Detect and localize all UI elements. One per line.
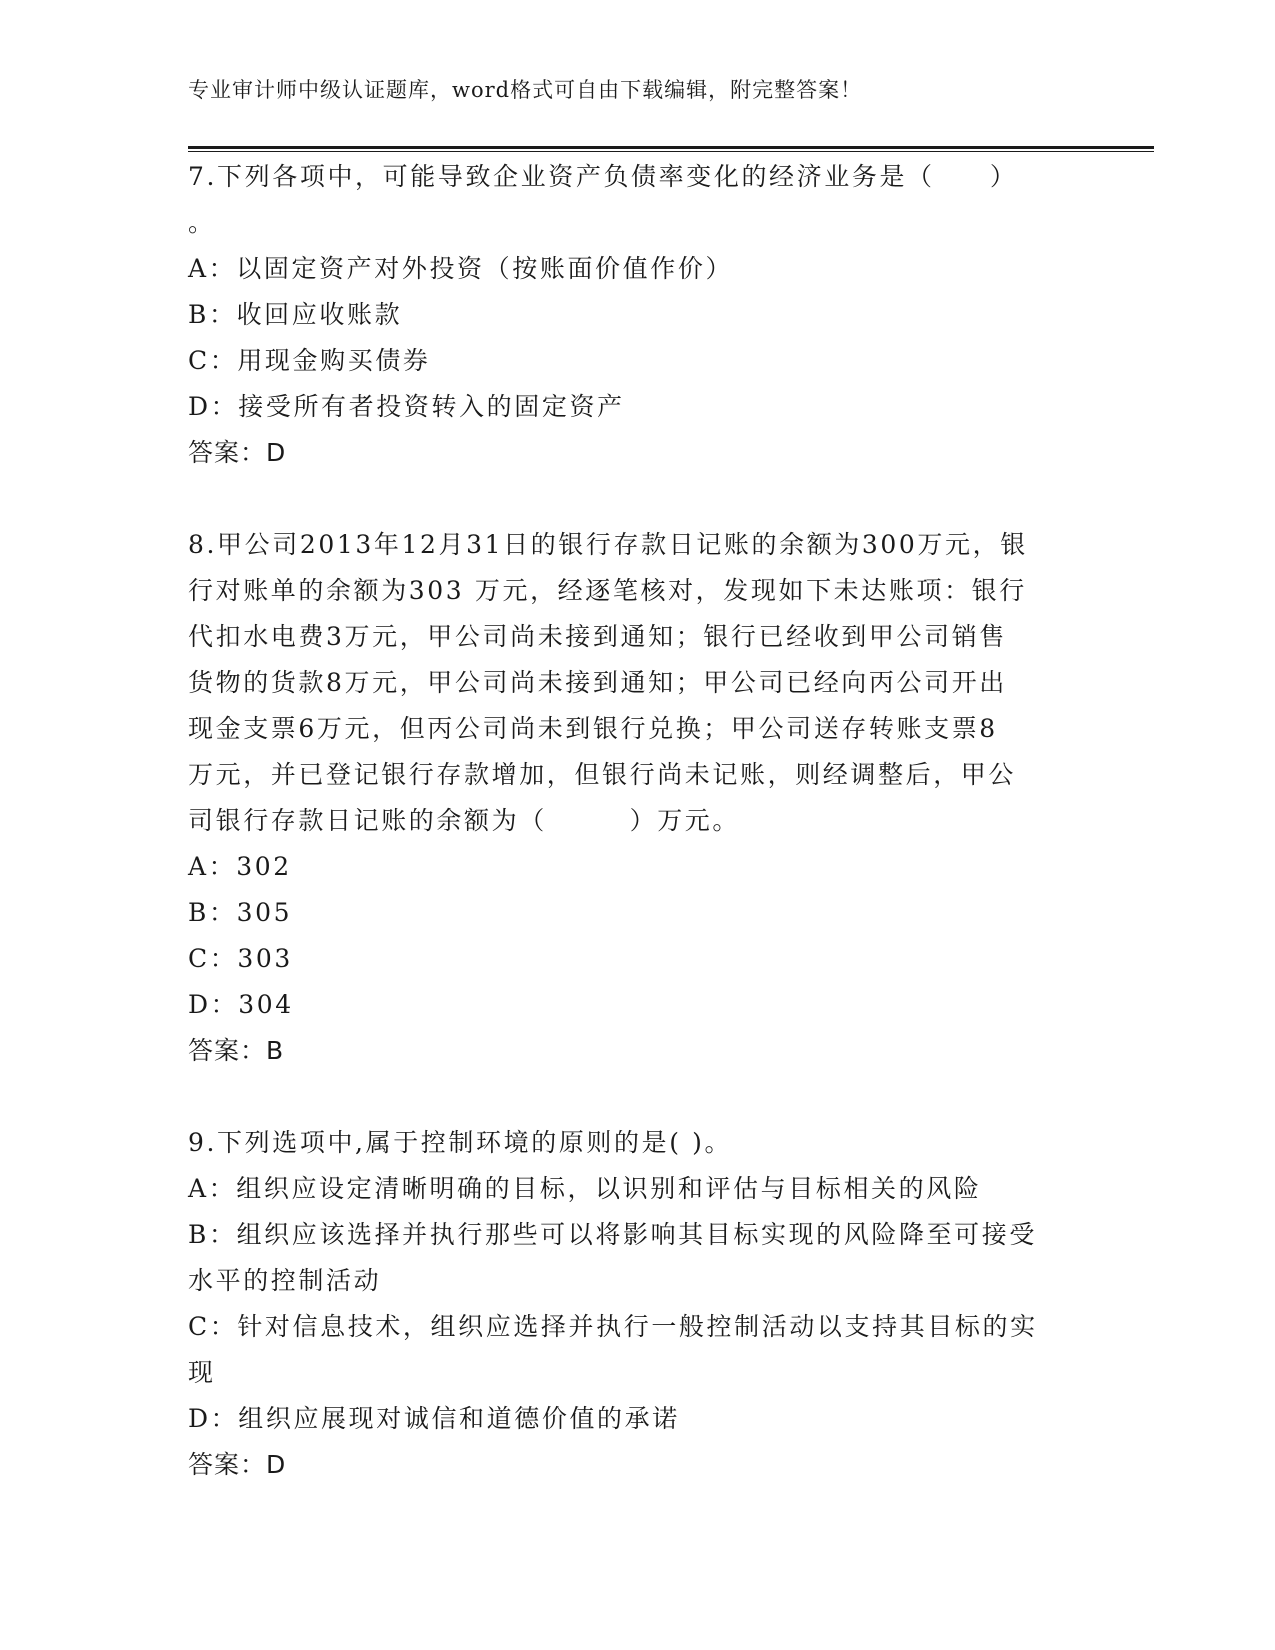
question-stem-line: 现金支票6万元，但丙公司尚未到银行兑换；甲公司送存转账支票8 (188, 714, 998, 743)
question-stem-line: 8.甲公司2013年12月31日的银行存款日记账的余额为300万元，银 (188, 530, 1028, 559)
option-a: A：组织应设定清晰明确的目标，以识别和评估与目标相关的风险 (188, 1174, 982, 1203)
question-7 (188, 154, 1068, 476)
question-9 (188, 1120, 1068, 1488)
option-b: B：组织应该选择并执行那些可以将影响其目标实现的风险降至可接受 (188, 1220, 1037, 1249)
option-c: C：针对信息技术，组织应选择并执行一般控制活动以支持其目标的实 (188, 1312, 1038, 1341)
question-stem-line: 货物的货款8万元，甲公司尚未接到通知；甲公司已经向丙公司开出 (188, 668, 1007, 697)
option-b-continued: 水平的控制活动 (188, 1266, 382, 1295)
question-stem-line: 代扣水电费3万元，甲公司尚未接到通知；银行已经收到甲公司销售 (188, 622, 1007, 651)
question-list (188, 154, 1068, 1488)
spacer (188, 1074, 1068, 1120)
option-b: B：305 (188, 898, 293, 927)
option-a: A：以固定资产对外投资（按账面价值作价） (188, 254, 734, 283)
answer-label: 答案：B (188, 1036, 285, 1065)
question-stem-line: 万元，并已登记银行存款增加，但银行尚未记账，则经调整后，甲公 (188, 760, 1017, 789)
answer-label: 答案：D (188, 1450, 287, 1479)
option-d: D：304 (188, 990, 294, 1019)
question-8 (188, 522, 1068, 1074)
option-c: C：303 (188, 944, 293, 973)
spacer (188, 476, 1068, 522)
option-b: B：收回应收账款 (188, 300, 403, 329)
question-stem-line: 司银行存款日记账的余额为（ ）万元。 (188, 806, 741, 835)
option-c: C：用现金购买债券 (188, 346, 431, 375)
page-header: 专业审计师中级认证题库，word格式可自由下载编辑，附完整答案！ (188, 78, 863, 102)
question-stem-line: 7.下列各项中，可能导致企业资产负债率变化的经济业务是（ ） (188, 162, 1018, 191)
option-d: D：组织应展现对诚信和道德价值的承诺 (188, 1404, 680, 1433)
question-stem-line: 9.下列选项中,属于控制环境的原则的是( )。 (188, 1128, 733, 1157)
option-a: A：302 (188, 852, 292, 881)
option-d: D：接受所有者投资转入的固定资产 (188, 392, 625, 421)
header-divider (188, 146, 1154, 152)
option-c-continued: 现 (188, 1358, 216, 1387)
question-stem-line: 行对账单的余额为303 万元，经逐笔核对，发现如下未达账项：银行 (188, 576, 1027, 605)
question-stem-line: 。 (188, 208, 216, 237)
answer-label: 答案：D (188, 438, 287, 467)
